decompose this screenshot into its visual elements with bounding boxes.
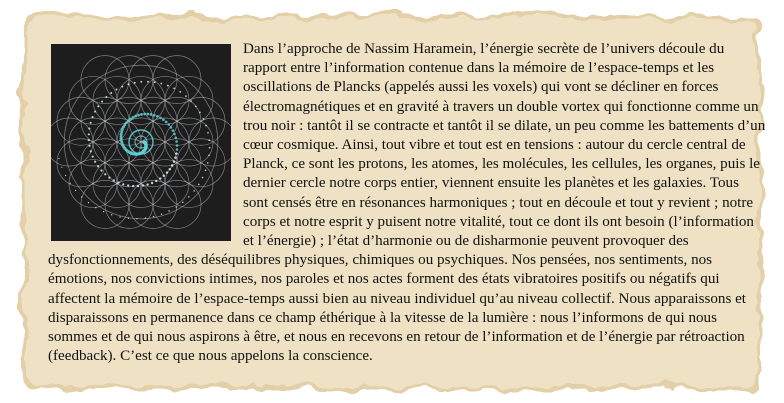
article-paragraph: Dans l’approche de Nassim Haramein, l’énergie secrète de l’univers découle du rapport entre l’information contenue dans la mémoire de l’espace-temps et les oscillations de Plancks (appelés aussi les voxels) qui vont se décliner en forces électromagnétiques et en gravité à travers un double vortex qui fonctionne comme un trou noir : tantôt il se contracte et tantôt il se dilate, un peu comme les battements d’un cœur cosmique. Ainsi, tout vibre et tout est en tensions : autour du cercle central de Planck, ce sont les protons, les atomes, les molécules, les cellules, les organes, puis le dernier cercle notre corps entier, viennent ensuite les planètes et les galaxies. Tous sont censés être en résonances harmoniques ; tout en découle et tout y revient ; notre corps et notre esprit y puisent notre vitalité, tout ce dont ils ont besoin (l’information et l’énergie) ; l’état d’harmonie ou de disharmonie peuvent provoquer des dysfonctionnements, des déséquilibres physiques, chimiques ou psychiques. Nos pensées, nos sentiments, nos émotions, nos convictions intimes, nos paroles et nos actes forment des états vibratoires positifs ou négatifs qui affectent la mémoire de l’espace-temps aussi bien au niveau individuel qu’au niveau collectif. Nous apparaissons et disparaissons en permanence dans ce champ éthérique à la vitesse de la lumière : nous l’informons de qui nous sommes et de qui nous aspirons à être, et nous en recevons en retour de l’information et de l’énergie par rétroaction (feedback). C’est ce que nous appelons la conscience. — [48, 41, 766, 365]
article-body — [48, 40, 766, 366]
flower-of-life-vortex-icon — [51, 44, 231, 241]
